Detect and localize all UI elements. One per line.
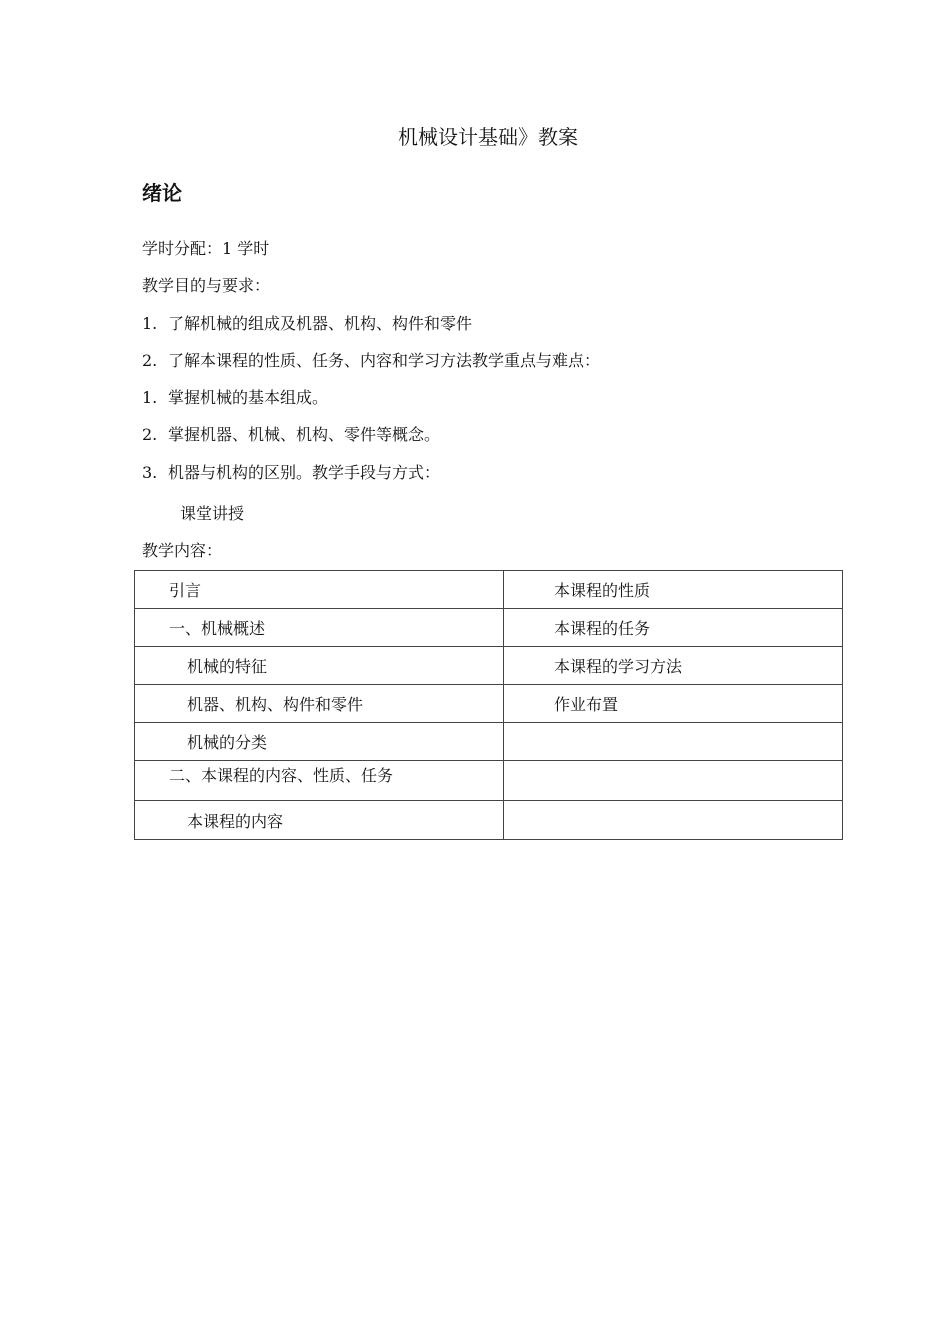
- table-row: [135, 801, 843, 840]
- table-cell: 本课程的性质: [504, 571, 843, 609]
- table-cell: 机器、机构、构件和零件: [135, 685, 504, 723]
- document-title: 机械设计基础》教案: [398, 125, 578, 149]
- teaching-method: 课堂讲授: [180, 504, 245, 523]
- hours-allocation: 学时分配：1 学时: [142, 239, 270, 258]
- table-cell: [504, 723, 843, 761]
- table-cell: 机械的分类: [135, 723, 504, 761]
- table-row: [135, 609, 843, 647]
- content-label: 教学内容：: [142, 541, 223, 560]
- table-cell: 本课程的任务: [504, 609, 843, 647]
- list-item: 3. 机器与机构的区别。教学手段与方式：: [142, 463, 441, 482]
- list-item: 2. 掌握机器、机械、机构、零件等概念。: [142, 425, 441, 444]
- table-cell: 机械的特征: [135, 647, 504, 685]
- table-row: [135, 723, 843, 761]
- table-row: [135, 685, 843, 723]
- table-cell: 本课程的学习方法: [504, 647, 843, 685]
- table-cell: [504, 801, 843, 840]
- table-row: [135, 761, 843, 801]
- table-cell: 作业布置: [504, 685, 843, 723]
- table-cell: 引言: [135, 571, 504, 609]
- objectives-label: 教学目的与要求：: [142, 276, 271, 295]
- table-row: [135, 571, 843, 609]
- list-item: 1. 掌握机械的基本组成。: [142, 388, 329, 407]
- list-item: 1. 了解机械的组成及机器、机构、构件和零件: [142, 314, 473, 333]
- table-cell: [504, 761, 843, 801]
- table-cell: 一、机械概述: [135, 609, 504, 647]
- table-cell: 本课程的内容: [135, 801, 504, 840]
- list-item: 2. 了解本课程的性质、任务、内容和学习方法教学重点与难点：: [142, 351, 601, 370]
- table-cell: 二、本课程的内容、性质、任务: [135, 761, 504, 801]
- table-row: [135, 647, 843, 685]
- content-table: [134, 570, 843, 840]
- section-heading: 绪论: [142, 181, 182, 205]
